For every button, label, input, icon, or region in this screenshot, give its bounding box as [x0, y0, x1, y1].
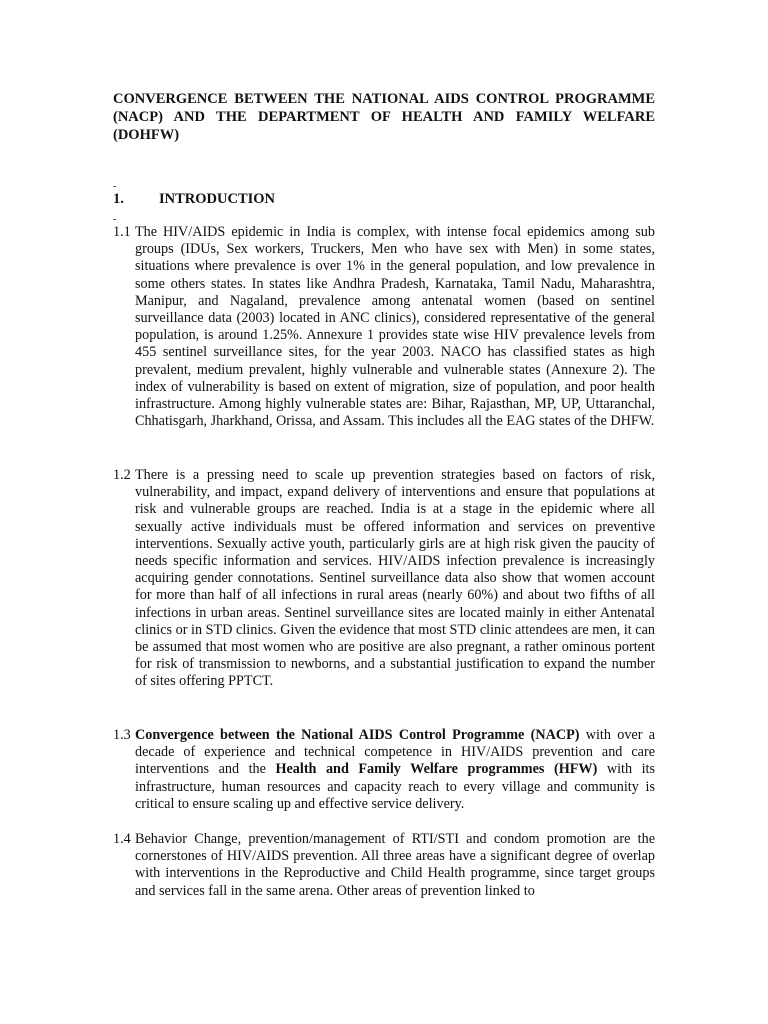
- paragraph-text: with over a decade of experience and technical competence in HIV/AIDS prevention and care interventions and the: [135, 727, 655, 778]
- paragraph-number: 1.2: [113, 467, 131, 483]
- paragraph-1-1: [113, 224, 655, 430]
- bold-phrase-nacp: Convergence between the National AIDS Control Programme (NACP): [135, 727, 580, 743]
- list-marker: -: [113, 214, 117, 225]
- paragraph-1-3: [113, 727, 655, 813]
- paragraph-number: 1.3: [113, 727, 131, 743]
- paragraph-text: The HIV/AIDS epidemic in India is complex, with intense focal epidemics among sub groups (IDUs, Sex workers, Truckers, Men who have sex with Men) in some states, situations where prevalence is over 1% in the general population, and low prevalence in some others states. In states like Andhra Pradesh, Karnataka, Tamil Nadu, Maharashtra, Manipur, and Nagaland, prevalence among antenatal women (based on sentinel surveillance data (2003) located in ANC clinics), considered representative of the general population, is around 1.25%. Annexure 1 provides state wise HIV prevalence levels from 455 sentinel surveillance sites, for the year 2003. NACO has classified states as high prevalent, medium prevalent, highly vulnerable and vulnerable states (Annexure 2). The index of vulnerability is based on extent of migration, size of population, and poor health infrastructure. Among highly vulnerable states are: Bihar, Rajasthan, MP, UP, Uttaranchal, Chhatisgarh, Jharkhand, Orissa, and Assam. This includes all the EAG states of the DHFW.: [135, 224, 655, 430]
- bold-phrase-hfw: Health and Family Welfare programmes (HFW): [275, 761, 598, 778]
- list-marker: -: [113, 181, 117, 192]
- paragraph-text: There is a pressing need to scale up prevention strategies based on factors of risk, vulnerability, and impact, expand delivery of interventions and ensure that populations at risk and vulnerable groups are reached. India is at a stage in the epidemic where all sexually active individuals must be offered information and services on preventive interventions. Sexually active youth, particularly girls are at high risk given the paucity of needs specific information and services. HIV/AIDS infection prevalence is increasingly acquiring gender connotations. Sentinel surveillance data also show that women account for more than half of all infections in rural areas (nearly 60%) and about two fifths of all infections in urban areas. Sentinel surveillance sites are located mainly in either Antenatal clinics or in STD clinics. Given the evidence that most STD clinic attendees are men, it can be assumed that most women who are positive are also pregnant, a rather ominous portent for risk of transmission to newborns, and a substantial justification to expand the number of sites offering PPTCT.: [135, 467, 655, 690]
- document-title: CONVERGENCE BETWEEN THE NATIONAL AIDS CONTROL PROGRAMME (NACP) AND THE DEPARTMENT OF HEALTH AND FAMILY WELFARE (DOHFW): [113, 91, 655, 143]
- paragraph-text: Behavior Change, prevention/management of RTI/STI and condom promotion are the cornerstones of HIV/AIDS prevention. All three areas have a significant degree of overlap with interventions in the Reproductive and Child Health programme, since target groups and services fall in the same arena. Other areas of prevention linked to: [135, 831, 655, 899]
- paragraph-number: 1.1: [113, 224, 131, 240]
- section-title: INTRODUCTION: [159, 191, 276, 207]
- section-heading: [113, 190, 655, 208]
- paragraph-number: 1.4: [113, 831, 131, 847]
- paragraph-text: with its infrastructure, human resources and capacity reach to every village and community is critical to ensure scaling up and effective service delivery.: [135, 761, 655, 812]
- paragraph-1-4: [113, 831, 655, 900]
- section-number: 1.: [113, 191, 124, 207]
- paragraph-1-2: [113, 467, 655, 691]
